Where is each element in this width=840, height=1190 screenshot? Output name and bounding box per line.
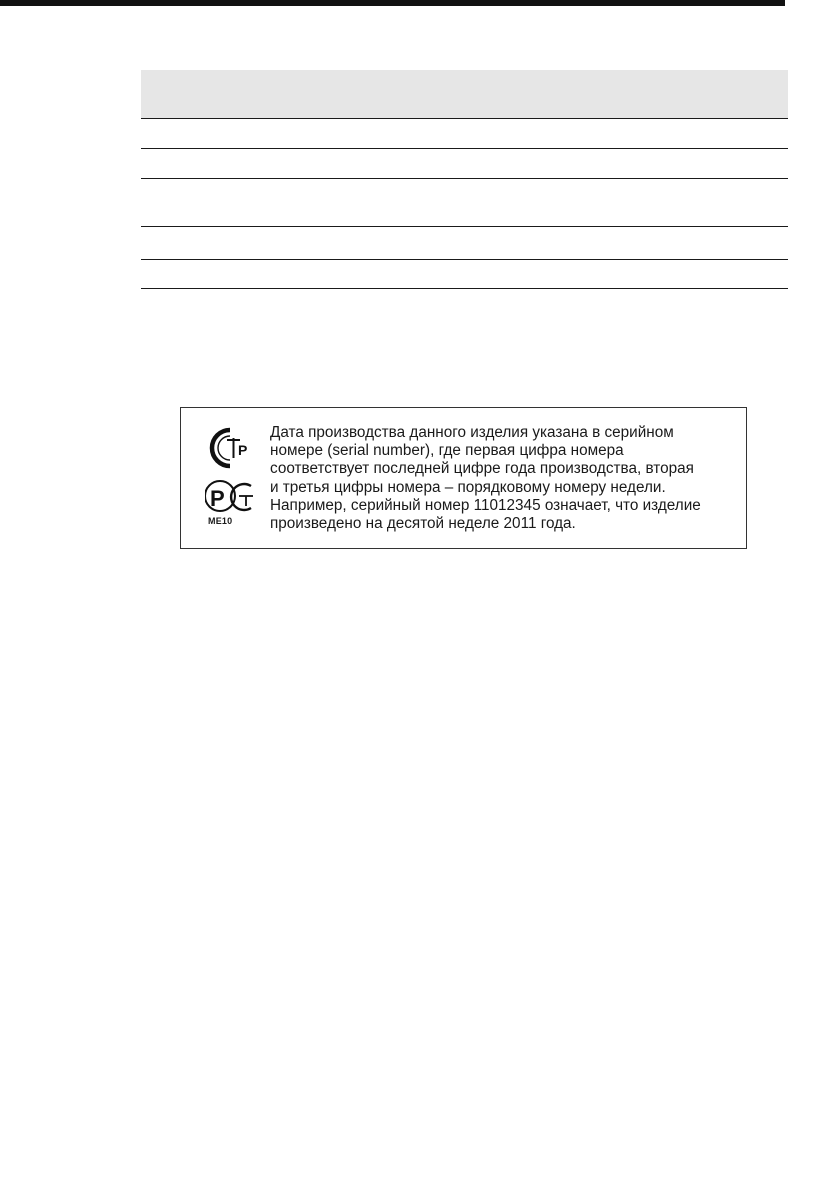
certification-marks <box>203 424 259 536</box>
notice-text <box>270 424 740 533</box>
svg-text:Р: Р <box>210 486 225 511</box>
manufacture-date-notice <box>180 407 747 549</box>
spec-table <box>141 70 788 289</box>
notice-line: соответствует последней цифре года производства, вторая <box>270 460 694 478</box>
table-row <box>141 260 788 289</box>
svg-text:Р: Р <box>238 442 248 458</box>
table-row <box>141 179 788 227</box>
notice-line: Дата производства данного изделия указана в серийном <box>270 424 674 441</box>
table-row <box>141 227 788 260</box>
notice-line: номере (serial number), где первая цифра номера <box>270 442 624 460</box>
notice-line: произведено на десятой неделе 2011 года. <box>270 515 576 533</box>
top-rule <box>0 0 785 6</box>
table-header-row <box>141 70 788 119</box>
notice-line: и третья цифры номера – порядковому номеру недели. <box>270 478 666 496</box>
notice-line: Например, серийный номер 11012345 означает, что изделие <box>270 496 701 514</box>
gost-r-pct-mark-icon <box>205 478 255 516</box>
certification-code: ME10 <box>208 516 233 526</box>
table-row <box>141 119 788 149</box>
eac-ctr-mark-icon <box>203 424 259 472</box>
table-row <box>141 149 788 179</box>
